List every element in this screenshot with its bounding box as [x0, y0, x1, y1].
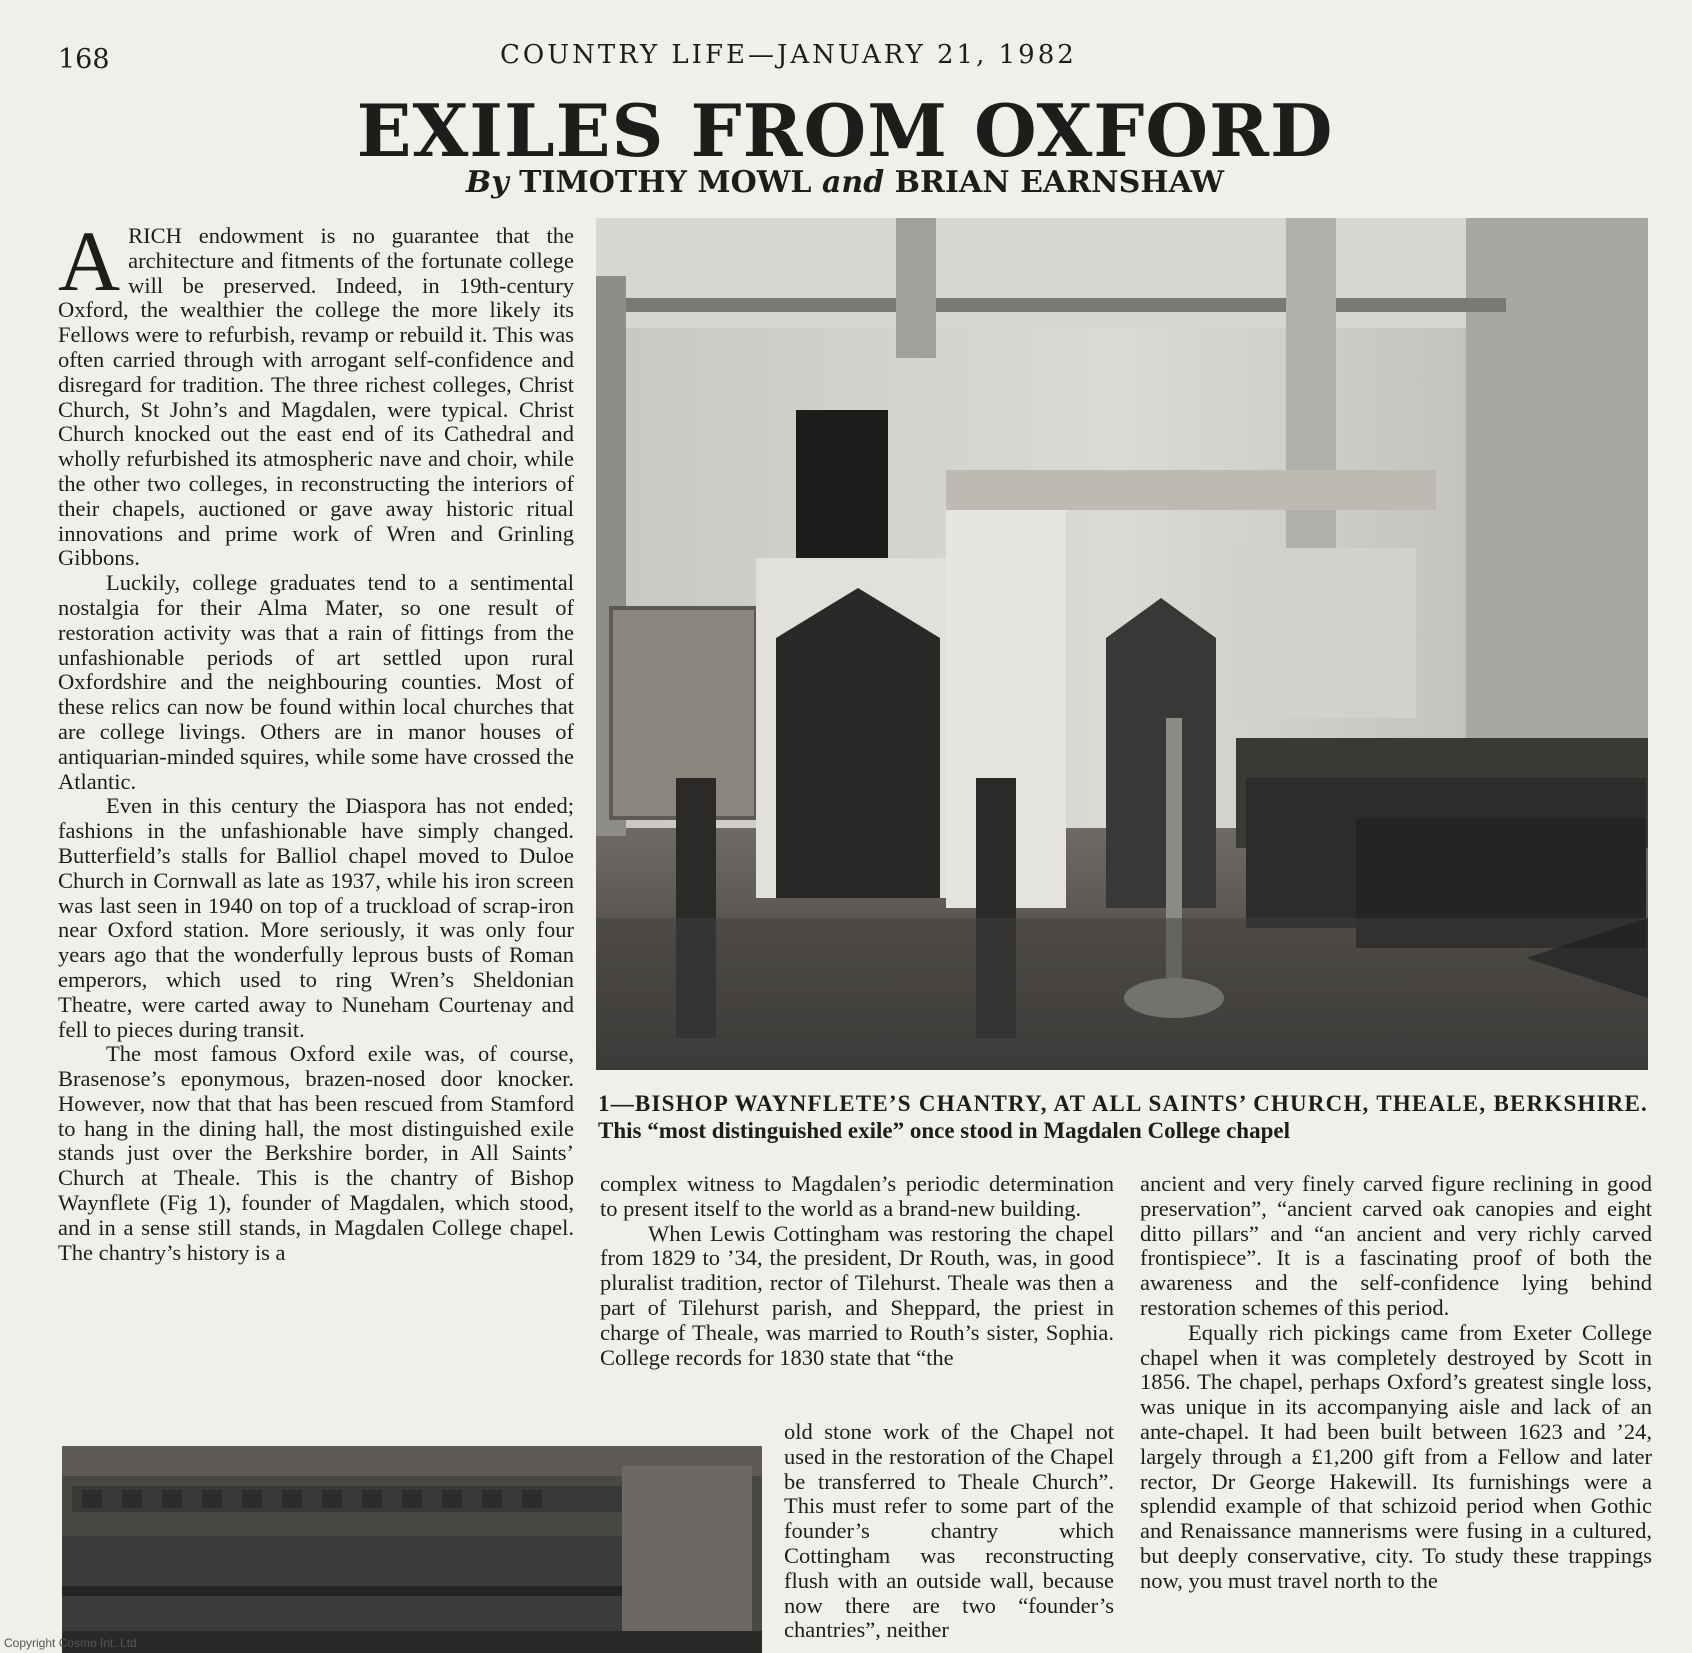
running-head: COUNTRY LIFE—JANUARY 21, 1982: [500, 40, 1077, 70]
column-3: [1140, 1172, 1652, 1594]
paragraph-7: ancient and very finely carved figure reclining in good preservation”, “ancient carved oak canopies and eight ditto pillars” and “an ancient and very richly carved frontispiece”. It is a fascinating proof of both the awareness and the self-confidence lying behind restoration schemes of this period.: [1140, 1171, 1652, 1320]
author-1: TIMOTHY MOWL: [519, 165, 812, 200]
byline: [270, 165, 1420, 200]
copyright-notice: Copyright Cosmo Int. Ltd: [4, 1636, 137, 1650]
paragraph-3: Even in this century the Diaspora has not ended; fashions in the unfashionable have simply changed. Butterfield’s stalls for Balliol chapel moved to Duloe Church in Cornwall as late as 1937, while his iron screen was last seen in 1940 on top of a truckload of scrap-iron near Oxford station. More seriously, it was only four years ago that the wonderfully leprous busts of Roman emperors, which used to ring Wren’s Sheldonian Theatre, were carted away to Nuneham Courtenay and fell to pieces during transit.: [58, 793, 574, 1042]
article-title: EXILES FROM OXFORD: [356, 88, 1334, 173]
paragraph-6-cont: old stone work of the Chapel not used in the restoration of the Chapel be transferred to Theale Church”. This must refer to some part of the founder’s chantry which Cottingham was reconstructing flush with an outside wall, because now there are two “founder’s chantries”, neither: [784, 1419, 1114, 1643]
byline-by: By: [465, 165, 509, 200]
paragraph-5: complex witness to Magdalen’s periodic determination to present itself to the world as a brand-new building.: [600, 1171, 1114, 1221]
opening-smallcaps: RICH: [128, 223, 182, 248]
paragraph-1-text: endowment is no guarantee that the architecture and fitments of the fortunate college will be preserved. Indeed, in 19th-century Oxford, the wealthier the college the more likely its Fellows were to refurbish, revamp or rebuild it. This was often carried through with arrogant self-confidence and disregard for tradition. The three richest colleges, Christ Church, St John’s and Magdalen, were typical. Christ Church knocked out the east end of its Cathedral and wholly refurbished its atmospheric nave and choir, while the other two colleges, in reconstructing the interiors of their chapels, auctioned or gave away historic ritual innovations and prime work of Wren and Grinling Gibbons.: [58, 223, 574, 571]
paragraph-4: The most famous Oxford exile was, of course, Brasenose’s eponymous, brazen-nosed door knocker. However, now that that has been rescued from Stamford to hang in the dining hall, the most distinguished exile stands just over the Berkshire border, in All Saints’ Church at Theale. This is the chantry of Bishop Waynflete (Fig 1), founder of Magdalen, which stood, and in a sense still stands, in Magdalen College chapel. The chantry’s history is a: [58, 1041, 574, 1265]
column-2-bottom: [784, 1420, 1114, 1643]
byline-and: and: [821, 165, 885, 200]
author-2: BRIAN EARNSHAW: [894, 165, 1225, 200]
figure-2-photo: [62, 1446, 762, 1653]
figure-1-caption: [598, 1090, 1648, 1144]
column-1: [58, 213, 574, 1265]
paragraph-1: [58, 213, 574, 571]
drop-cap: A: [58, 213, 121, 309]
paragraph-6: When Lewis Cottingham was restoring the chapel from 1829 to ’34, the president, Dr Routh, was, in good pluralist tradition, rector of Tilehurst. Theale was then a part of Tilehurst parish, and Sheppard, the priest in charge of Theale, was married to Routh’s sister, Sophia. College records for 1830 state that “the: [600, 1220, 1114, 1370]
paragraph-8: Equally rich pickings came from Exeter College chapel when it was completely destroyed by Scott in 1856. The chapel, perhaps Oxford’s greatest single loss, was unique in its accompanying aisle and lack of an ante-chapel. It had been built between 1623 and ’24, largely through a £1,200 gift from a Fellow and later rector, Dr George Hakewill. Its furnishings were a splendid example of that schizoid period when Gothic and Renaissance mannerisms were fusing in a cultured, but deeply conservative, city. To study these trappings now, you must travel north to the: [1140, 1319, 1652, 1593]
caption-lead: 1—BISHOP WAYNFLETE’S CHANTRY, AT ALL SAINTS’ CHURCH, THEALE, BERKSHIRE.: [598, 1091, 1648, 1116]
figure-1-photo: [596, 218, 1648, 1070]
page-number: 168: [58, 44, 110, 75]
caption-text: This “most distinguished exile” once stood in Magdalen College chapel: [598, 1118, 1290, 1143]
column-2-top: [600, 1172, 1114, 1370]
paragraph-2: Luckily, college graduates tend to a sentimental nostalgia for their Alma Mater, so one result of restoration activity was that a rain of fittings from the unfashionable periods of art settled upon rural Oxfordshire and the neighbouring counties. Most of these relics can now be found within local churches that are college livings. Others are in manor houses of antiquarian-minded squires, while some have crossed the Atlantic.: [58, 570, 574, 794]
